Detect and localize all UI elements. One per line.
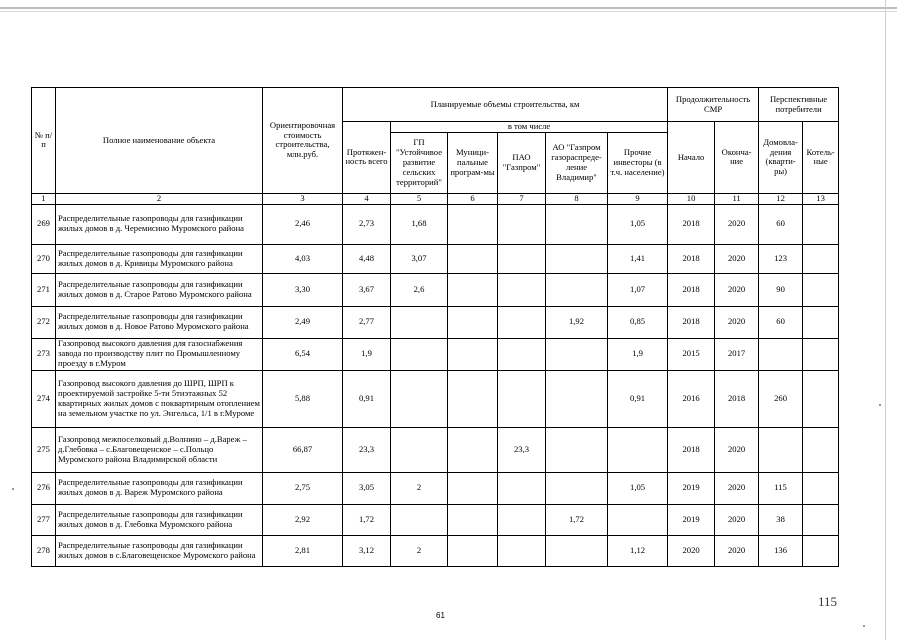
object-name: Распределительные газопроводы для газификации жилых домов в д. Глебовка Муромского района [56, 504, 263, 535]
boilers-cell [803, 504, 839, 535]
sheet-number: 115 [818, 594, 838, 609]
column-number: 6 [448, 193, 498, 204]
column-number: 13 [803, 193, 839, 204]
scan-artifact-line [0, 11, 897, 12]
end-year-cell: 2020 [715, 204, 759, 244]
length-cell: 23,3 [343, 427, 391, 472]
other-investors-cell: 1,05 [608, 204, 668, 244]
table-row [32, 427, 839, 472]
header-including: в том числе [391, 122, 668, 133]
cost-cell: 4,03 [263, 244, 343, 273]
header-ao-gazprom: АО "Газпром газораспреде-ление Владимир" [546, 132, 608, 193]
object-name: Распределительные газопроводы для газификации жилых домов в д. Черемисино Муромского района [56, 204, 263, 244]
table-row [32, 370, 839, 427]
end-year-cell: 2020 [715, 504, 759, 535]
length-cell: 3,67 [343, 273, 391, 306]
scan-artifact-dot [863, 625, 865, 627]
start-year-cell: 2018 [668, 427, 715, 472]
ao-cell: 1,92 [546, 306, 608, 338]
object-name: Распределительные газопроводы для газификации жилых домов в д. Старое Ратово Муромского района [56, 273, 263, 306]
municipal-cell [448, 370, 498, 427]
header-length-total: Протяжен-ность всего [343, 122, 391, 194]
gp-cell [391, 306, 448, 338]
gp-cell [391, 504, 448, 535]
header-gp-program: ГП "Устойчивое развитие сельских территорий" [391, 132, 448, 193]
column-number: 11 [715, 193, 759, 204]
municipal-cell [448, 535, 498, 566]
page-number: 61 [436, 611, 445, 620]
column-number: 10 [668, 193, 715, 204]
table-row [32, 244, 839, 273]
cost-cell: 5,88 [263, 370, 343, 427]
cost-cell: 2,75 [263, 472, 343, 504]
pao-cell [498, 535, 546, 566]
gp-cell: 1,68 [391, 204, 448, 244]
length-cell: 1,72 [343, 504, 391, 535]
start-year-cell: 2019 [668, 472, 715, 504]
municipal-cell [448, 204, 498, 244]
households-cell: 260 [759, 370, 803, 427]
boilers-cell [803, 427, 839, 472]
scan-artifact-edge [885, 0, 886, 640]
gp-cell [391, 427, 448, 472]
header-end: Оконча-ние [715, 122, 759, 194]
municipal-cell [448, 273, 498, 306]
other-investors-cell: 1,07 [608, 273, 668, 306]
row-number: 276 [32, 472, 56, 504]
length-cell: 2,73 [343, 204, 391, 244]
pao-cell [498, 338, 546, 370]
cost-cell: 2,92 [263, 504, 343, 535]
ao-cell: 1,72 [546, 504, 608, 535]
table-row [32, 535, 839, 566]
ao-cell [546, 204, 608, 244]
households-cell: 136 [759, 535, 803, 566]
object-name: Распределительные газопроводы для газификации жилых домов в д. Новое Ратово Муромского района [56, 306, 263, 338]
column-number: 12 [759, 193, 803, 204]
ao-cell [546, 472, 608, 504]
ao-cell [546, 244, 608, 273]
length-cell: 3,05 [343, 472, 391, 504]
length-cell: 2,77 [343, 306, 391, 338]
cost-cell: 6,54 [263, 338, 343, 370]
length-cell: 0,91 [343, 370, 391, 427]
column-number: 9 [608, 193, 668, 204]
gp-cell: 2 [391, 472, 448, 504]
households-cell [759, 338, 803, 370]
object-name: Распределительные газопроводы для газификации жилых домов в с.Благовещенское Муромского района [56, 535, 263, 566]
start-year-cell: 2018 [668, 273, 715, 306]
households-cell: 123 [759, 244, 803, 273]
gp-cell: 2,6 [391, 273, 448, 306]
pao-cell [498, 204, 546, 244]
boilers-cell [803, 472, 839, 504]
households-cell: 60 [759, 306, 803, 338]
length-cell: 3,12 [343, 535, 391, 566]
column-number: 5 [391, 193, 448, 204]
header-other-investors: Прочие инвесторы (в т.ч. население) [608, 132, 668, 193]
boilers-cell [803, 535, 839, 566]
start-year-cell: 2020 [668, 535, 715, 566]
end-year-cell: 2020 [715, 273, 759, 306]
cost-cell: 2,46 [263, 204, 343, 244]
ao-cell [546, 535, 608, 566]
households-cell: 60 [759, 204, 803, 244]
row-number: 269 [32, 204, 56, 244]
object-name: Газопровод межпоселковый д.Волнино – д.Вареж – д.Глебовка – с.Благовещенское – с.Польцо Муромского района Владимирской области [56, 427, 263, 472]
header-no: № п/п [32, 88, 56, 194]
row-number: 272 [32, 306, 56, 338]
column-number: 1 [32, 193, 56, 204]
end-year-cell: 2020 [715, 472, 759, 504]
object-name: Распределительные газопроводы для газификации жилых домов в д. Вареж Муромского района [56, 472, 263, 504]
cost-cell: 2,49 [263, 306, 343, 338]
other-investors-cell: 1,05 [608, 472, 668, 504]
gp-cell: 2 [391, 535, 448, 566]
end-year-cell: 2020 [715, 306, 759, 338]
households-cell: 115 [759, 472, 803, 504]
gp-cell: 3,07 [391, 244, 448, 273]
table-row [32, 204, 839, 244]
length-cell: 4,48 [343, 244, 391, 273]
header-object-name: Полное наименование объекта [56, 88, 263, 194]
pao-cell [498, 504, 546, 535]
cost-cell: 3,30 [263, 273, 343, 306]
table-row [32, 273, 839, 306]
other-investors-cell [608, 427, 668, 472]
end-year-cell: 2020 [715, 427, 759, 472]
column-number: 3 [263, 193, 343, 204]
column-number: 2 [56, 193, 263, 204]
households-cell: 90 [759, 273, 803, 306]
end-year-cell: 2017 [715, 338, 759, 370]
table-body [32, 204, 839, 566]
ao-cell [546, 370, 608, 427]
table-row [32, 472, 839, 504]
municipal-cell [448, 472, 498, 504]
end-year-cell: 2020 [715, 244, 759, 273]
municipal-cell [448, 306, 498, 338]
boilers-cell [803, 306, 839, 338]
boilers-cell [803, 338, 839, 370]
header-consumers: Перспективные потребители [759, 88, 839, 122]
boilers-cell [803, 204, 839, 244]
municipal-cell [448, 427, 498, 472]
gp-cell [391, 370, 448, 427]
pao-cell [498, 472, 546, 504]
households-cell: 38 [759, 504, 803, 535]
column-number: 7 [498, 193, 546, 204]
row-number: 278 [32, 535, 56, 566]
object-name: Газопровод высокого давления для газоснабжения завода по производству плит по Промышленному проезду в г.Муром [56, 338, 263, 370]
table-row [32, 306, 839, 338]
column-number: 4 [343, 193, 391, 204]
start-year-cell: 2016 [668, 370, 715, 427]
other-investors-cell: 1,12 [608, 535, 668, 566]
start-year-cell: 2018 [668, 244, 715, 273]
scan-artifact-dot [879, 404, 881, 406]
row-number: 275 [32, 427, 56, 472]
start-year-cell: 2015 [668, 338, 715, 370]
households-cell [759, 427, 803, 472]
other-investors-cell: 1,9 [608, 338, 668, 370]
cost-cell: 2,81 [263, 535, 343, 566]
other-investors-cell: 0,85 [608, 306, 668, 338]
table-row [32, 338, 839, 370]
ao-cell [546, 338, 608, 370]
gas-pipelines-table [31, 87, 839, 567]
other-investors-cell [608, 504, 668, 535]
scan-artifact-line [0, 7, 897, 9]
municipal-cell [448, 338, 498, 370]
gp-cell [391, 338, 448, 370]
pao-cell [498, 370, 546, 427]
boilers-cell [803, 370, 839, 427]
pao-cell [498, 273, 546, 306]
column-number: 8 [546, 193, 608, 204]
start-year-cell: 2018 [668, 306, 715, 338]
object-name: Газопровод высокого давления до ШРП, ШРП к проектируемой застройке 5-ти 5тиэтажных 52 квартирных жилых домов с поквартирным отоплением на земельном участке по ул. Энгельса, 1/1 в г.Муроме [56, 370, 263, 427]
header-duration: Продолжительность СМР [668, 88, 759, 122]
header-cost: Ориентировочная стоимость строительства, млн.руб. [263, 88, 343, 194]
start-year-cell: 2018 [668, 204, 715, 244]
scan-artifact-dot [12, 488, 14, 490]
header-planned-volumes: Планируемые объемы строительства, км [343, 88, 668, 122]
municipal-cell [448, 244, 498, 273]
cost-cell: 66,87 [263, 427, 343, 472]
object-name: Распределительные газопроводы для газификации жилых домов в д. Кривицы Муромского района [56, 244, 263, 273]
table-row [32, 504, 839, 535]
other-investors-cell: 1,41 [608, 244, 668, 273]
end-year-cell: 2020 [715, 535, 759, 566]
header-pao-gazprom: ПАО "Газпром" [498, 132, 546, 193]
row-number: 274 [32, 370, 56, 427]
ao-cell [546, 273, 608, 306]
row-number: 277 [32, 504, 56, 535]
header-start: Начало [668, 122, 715, 194]
header-boilers: Котель-ные [803, 122, 839, 194]
municipal-cell [448, 504, 498, 535]
header-municipal: Муници-пальные програм-мы [448, 132, 498, 193]
pao-cell [498, 244, 546, 273]
pao-cell: 23,3 [498, 427, 546, 472]
row-number: 271 [32, 273, 56, 306]
end-year-cell: 2018 [715, 370, 759, 427]
column-number-row [32, 193, 839, 204]
row-number: 270 [32, 244, 56, 273]
other-investors-cell: 0,91 [608, 370, 668, 427]
pao-cell [498, 306, 546, 338]
ao-cell [546, 427, 608, 472]
boilers-cell [803, 244, 839, 273]
start-year-cell: 2019 [668, 504, 715, 535]
length-cell: 1,9 [343, 338, 391, 370]
header-households: Домовла-дения (кварти-ры) [759, 122, 803, 194]
row-number: 273 [32, 338, 56, 370]
boilers-cell [803, 273, 839, 306]
